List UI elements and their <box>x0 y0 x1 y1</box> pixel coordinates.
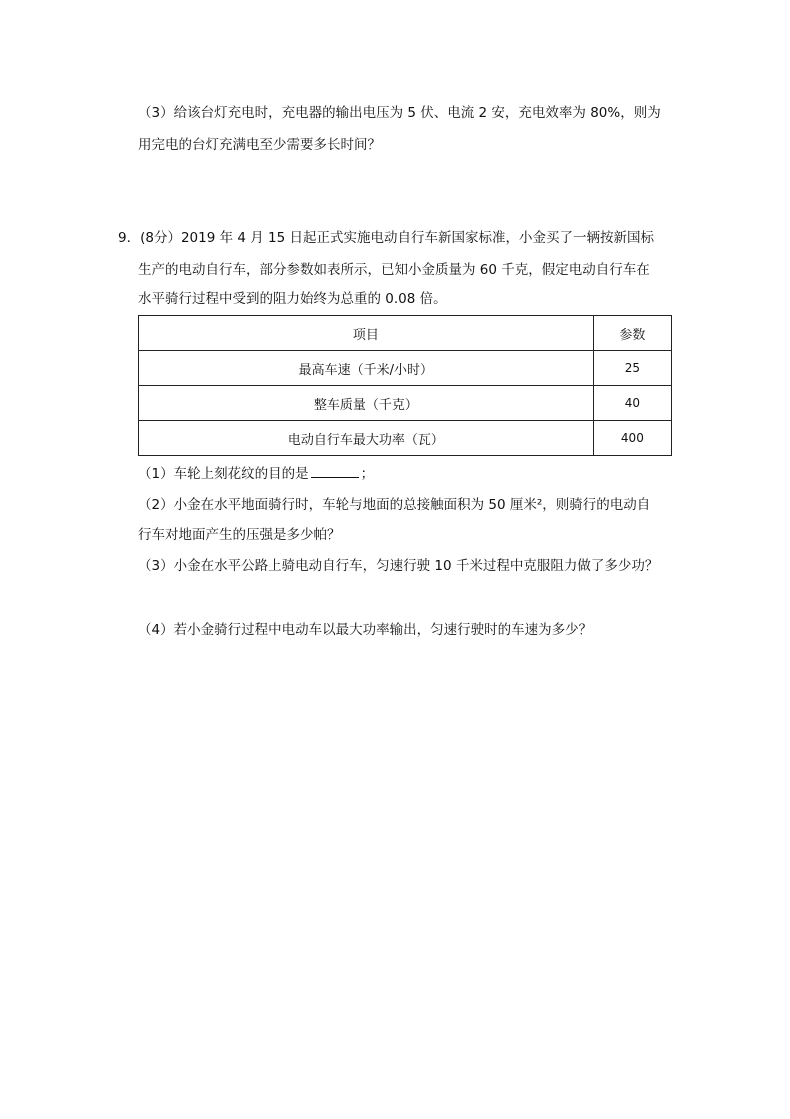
q9-part2-line1: （2）小金在水平地面骑行时，车轮与地面的总接触面积为 50 厘米²，则骑行的电动自 <box>138 497 651 513</box>
table-row <box>139 351 672 386</box>
table-cell-value: 40 <box>593 386 671 421</box>
q9-part1 <box>138 463 374 484</box>
table-header-item: 项目 <box>139 316 594 351</box>
q9-part1-text: （1）车轮上刻花纹的目的是 <box>138 466 309 482</box>
q8-part3-line1: （3）给该台灯充电时，充电器的输出电压为 5 伏、电流 2 安，充电效率为 80%，则为 <box>138 105 661 121</box>
table-cell-item: 最高车速（千米/小时） <box>139 351 594 386</box>
table-cell-value: 400 <box>593 421 671 456</box>
table-header-value: 参数 <box>593 316 671 351</box>
q9-stem-line3: 水平骑行过程中受到的阻力始终为总重的 0.08 倍。 <box>138 291 447 307</box>
table-cell-item: 整车质量（千克） <box>139 386 594 421</box>
q8-part3-line2: 用完电的台灯充满电至少需要多长时间？ <box>138 137 381 153</box>
table-cell-item: 电动自行车最大功率（瓦） <box>139 421 594 456</box>
answer-blank[interactable] <box>311 463 359 478</box>
q9-part3: （3）小金在水平公路上骑电动自行车，匀速行驶 10 千米过程中克服阻力做了多少功？ <box>138 558 659 574</box>
q9-part2-line2: 行车对地面产生的压强是多少帕？ <box>138 527 341 543</box>
table-cell-value: 25 <box>593 351 671 386</box>
parameter-table <box>138 315 672 456</box>
table-row <box>139 386 672 421</box>
q9-stem-line2: 生产的电动自行车，部分参数如表所示，已知小金质量为 60 千克，假定电动自行车在 <box>138 262 650 278</box>
q9-part1-suffix: ； <box>360 466 375 482</box>
table-header-row <box>139 316 672 351</box>
q9-part4: （4）若小金骑行过程中电动车以最大功率输出，匀速行驶时的车速为多少？ <box>138 622 593 638</box>
table-row <box>139 421 672 456</box>
q9-stem-line1: 9．(8分）2019 年 4 月 15 日起正式实施电动自行车新国家标准，小金买了一辆按新国标 <box>118 230 655 246</box>
